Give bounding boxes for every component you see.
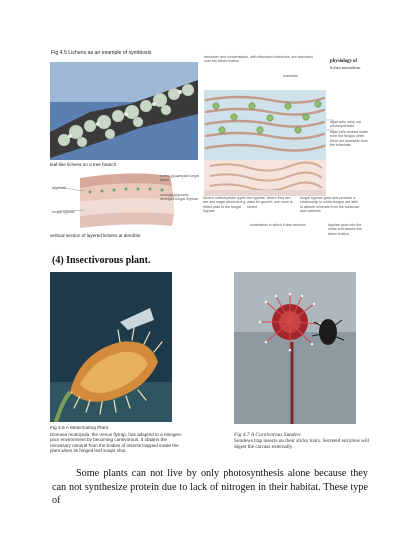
- fig-4-8-caption: Dionaea muscipula, the Venus flytrap, has adapted to a nitrogen-poor environment by becoming carnivorous. It obtains the necessary mineral from the bodies of insects trapped inside the plant when its hinged leaf snaps shut.: [50, 432, 183, 454]
- physiology-bottom-note-2: the hyphae, where they are used for growth; one more is stored: [247, 196, 293, 209]
- physiology-note-water: algal cells receive water from the fungus when there are available from the substrate: [330, 130, 369, 147]
- section-heading: (4) Insectivorous plant.: [52, 255, 151, 266]
- lichen-branch-photo: [50, 62, 198, 160]
- cortex-label: cortex of compact fungal tissue: [160, 174, 200, 183]
- physiology-bottom-note-3: fungal hyphae grow and produce a relationship in which fungus are able to absorb minerals from the substrate and nutrients: [300, 196, 360, 213]
- physiology-bottom-note-1: lichens carbohydrate types are and sugar alcohols e.g. ribitol pass to the fungal hyphae: [203, 196, 247, 213]
- physiology-title: physiology of: [330, 59, 358, 64]
- fungal-hyphae-label: fungal hyphae: [52, 210, 75, 214]
- lichen-photo-caption: leaf-like lichens on a tree branch: [50, 162, 117, 167]
- physiology-subtitle: lichen mutualism: [330, 65, 361, 70]
- sundew-photo: [234, 272, 356, 424]
- fig-4-7-title: Fig 4.7 A Carnivorous Sundew: [234, 432, 301, 438]
- venus-flytrap-photo: [50, 272, 172, 422]
- physiology-note-photosynthesis: algal cells carry out photosynthesis: [330, 120, 361, 129]
- medulla-label: medulla of loosely arranged fungal hyphae: [160, 193, 198, 202]
- algal-cell-label: algal cell: [52, 186, 66, 190]
- fig-4-8-title: Fig 4.8 A Meat-Eating Plant: [50, 426, 109, 431]
- vertical-section-caption: vertical section of layered lichens at dendrite: [50, 233, 141, 238]
- fig-4-7-caption: Sundews trap insects on their sticky hairs. Secreted enzymes will digest the carcass externally.: [234, 438, 370, 451]
- lichen-figure-title: Fig 4.5 Lichens as an example of symbiosis: [51, 50, 152, 56]
- body-paragraph: Some plants can not live by only photosynthesis alone because they can not synthesize protein due to lack of nitrogen in their habitat. These type of: [52, 468, 368, 507]
- physiology-bottom-note-5: hyphae grow into the rocks and absorb the lichen thallus: [328, 223, 362, 236]
- physiology-bottom-note-4: substratum in which it also anchors: [250, 223, 306, 227]
- substrate-label: substrate: [283, 74, 298, 78]
- physiology-top-note: rainwater and condensation, with dissolved chemicals, are absorbed over the lichen thallus: [204, 55, 313, 64]
